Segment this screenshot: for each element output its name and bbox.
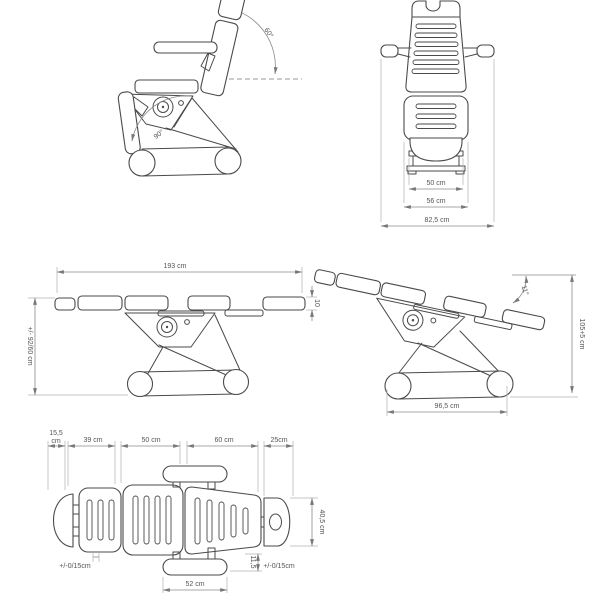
seat-top [123,485,183,555]
dimension-footrest-length [48,430,65,446]
dimension-headrest-length [264,437,293,446]
tilted-chair-top [310,268,546,368]
dim-label: +/- 92/60 cm [26,326,33,366]
base [385,371,513,399]
legrest [118,91,148,154]
seat-front [404,96,468,140]
dim-label: 50 cm [426,180,446,187]
dim-label: 25cm [270,437,288,444]
lift-mechanism [398,331,506,381]
dim-label: 11,5 [249,555,256,569]
dimension-headrest-width [290,498,325,546]
footrest-extension-marks [93,552,99,562]
wheel [487,371,513,397]
wheel [385,373,411,399]
backrest-angle-label: 60° [262,26,275,40]
tilt-angle-label: 11° [519,284,530,297]
dimension-max-height [510,275,585,397]
view-side-tilted [310,255,600,430]
footrest-connector [73,505,79,514]
headrest-extension-label: +/-0/15cm [263,563,295,570]
legrest-top [79,488,121,552]
dimension-armrest-length [163,577,227,593]
backrest-top [185,487,261,554]
legrest-front [410,138,462,161]
dimension-legrest-length [68,437,115,446]
base [128,370,249,397]
dimension-overall-length [57,263,302,293]
wheel [128,372,153,397]
dim-label: 82,5 cm [424,217,450,224]
backrest-front [406,17,466,92]
seat-cushion [135,80,198,93]
armrest-left [381,45,411,57]
dimension-backrest-length [187,437,258,446]
dimension-height-range [26,298,128,395]
dim-label: 40,5 cm [318,509,325,535]
footrest-extension-label: +/-0/15cm [59,563,91,570]
wheel [215,148,241,174]
view-top [40,428,370,600]
wheel [224,370,249,395]
dim-label: cm [51,438,61,445]
wheel [129,150,155,176]
dim-label: 50 cm [141,437,161,444]
dimension-seat-length [121,437,180,446]
dimension-base-width [409,158,463,189]
armrest-top-side [163,466,227,489]
view-front [375,0,500,235]
dimension-armrest-offset [230,554,262,571]
armrest-right [464,45,494,57]
dim-label: 52 cm [185,581,205,588]
dim-label: 105+5 cm [578,318,585,350]
dim-label: 56 cm [426,198,446,205]
view-side-flat [10,255,322,405]
dim-label: 96,5 cm [434,403,460,410]
headrest-front [412,1,460,17]
dim-label: 193 cm [163,263,187,270]
view-side-upright [90,0,305,185]
base [129,147,241,176]
dim-label: 10 [313,299,320,307]
dim-label: 15,5 [49,430,63,437]
legrest-angle-label: 90° [152,128,166,141]
lift-mechanism [166,98,238,152]
dim-label: 39 cm [83,437,103,444]
headrest-top [261,498,290,546]
seat-frame [125,313,215,347]
dim-label: 60 cm [214,437,234,444]
footrest-top [54,494,74,547]
footrest-connector [73,527,79,536]
